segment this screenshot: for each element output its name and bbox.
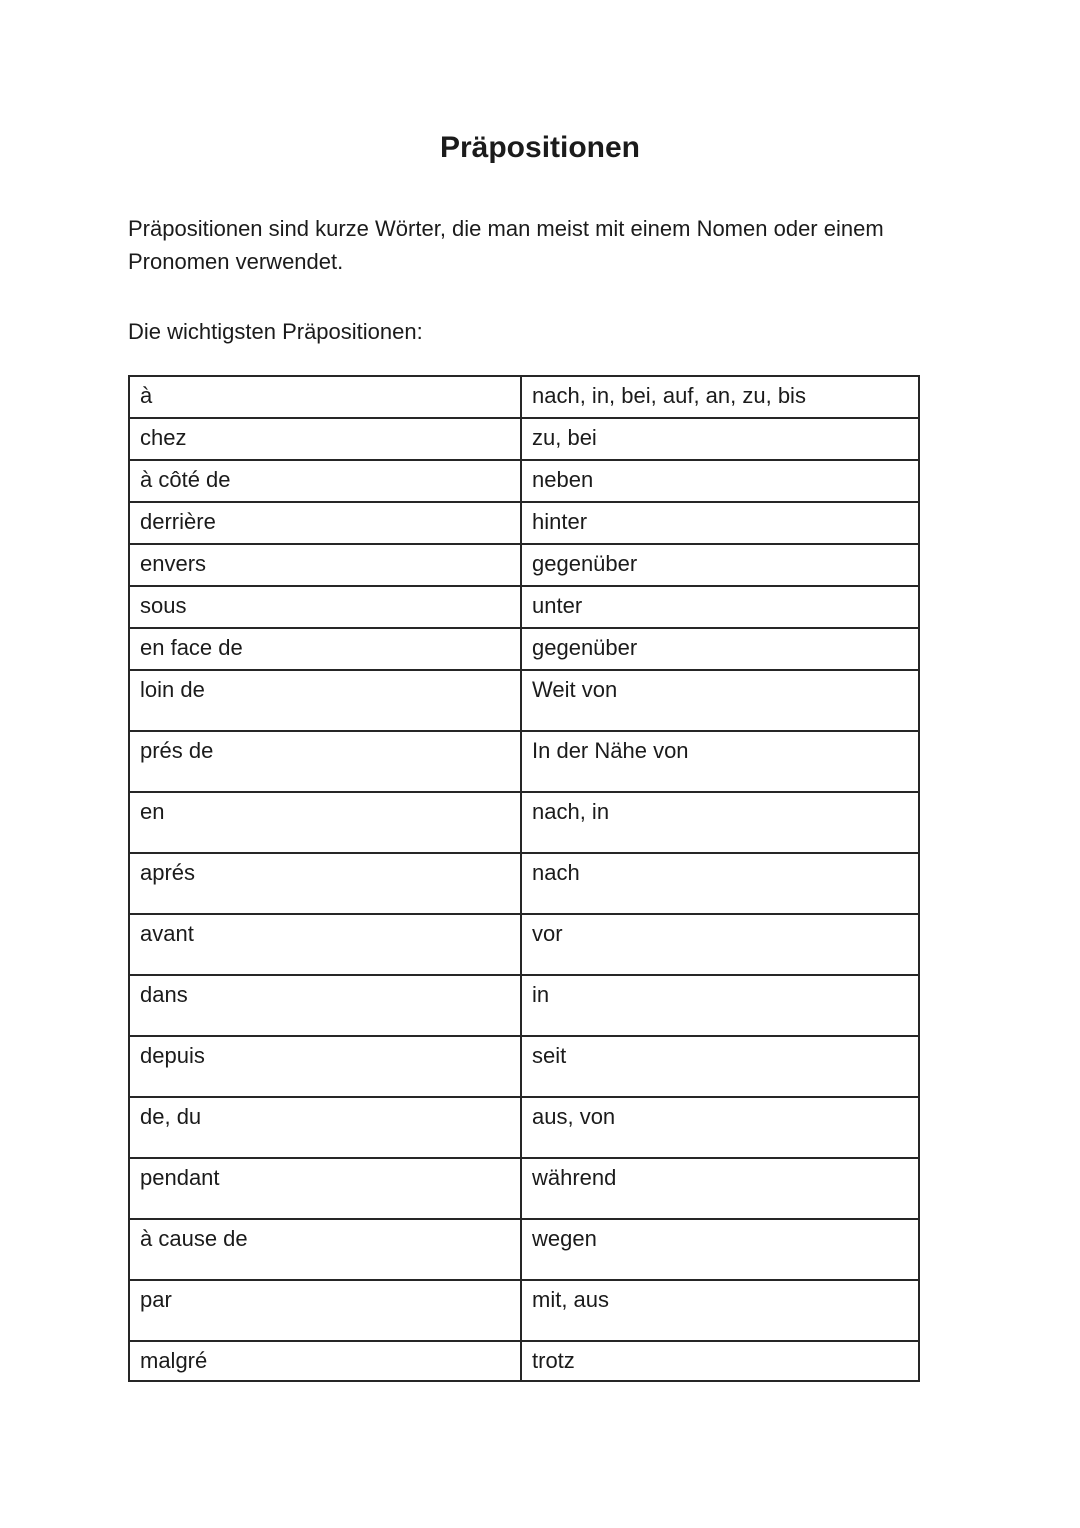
french-cell: de, du <box>129 1097 521 1158</box>
intro-paragraph: Präpositionen sind kurze Wörter, die man meist mit einem Nomen oder einem Pronomen verwendet. <box>128 216 884 274</box>
german-cell: nach, in <box>521 792 919 853</box>
page-title: Präpositionen <box>439 131 641 164</box>
table-row <box>129 792 919 853</box>
french-cell: prés de <box>129 731 521 792</box>
french-cell: aprés <box>129 853 521 914</box>
french-cell: avant <box>129 914 521 975</box>
german-cell: aus, von <box>521 1097 919 1158</box>
german-cell: hinter <box>521 502 919 544</box>
table-row <box>129 1341 919 1381</box>
french-cell: depuis <box>129 1036 521 1097</box>
french-cell: en <box>129 792 521 853</box>
german-cell: vor <box>521 914 919 975</box>
table-row <box>129 376 919 418</box>
table-row <box>129 670 919 731</box>
table-row <box>129 731 919 792</box>
table-row <box>129 975 919 1036</box>
german-cell: neben <box>521 460 919 502</box>
prepositions-table-body <box>129 376 919 1381</box>
table-row <box>129 853 919 914</box>
german-cell: mit, aus <box>521 1280 919 1341</box>
table-row <box>129 544 919 586</box>
german-cell: seit <box>521 1036 919 1097</box>
german-cell: zu, bei <box>521 418 919 460</box>
table-row <box>129 586 919 628</box>
german-cell: In der Nähe von <box>521 731 919 792</box>
subheading: Die wichtigsten Präpositionen: <box>128 319 423 344</box>
prepositions-table <box>128 375 920 1382</box>
german-cell: gegenüber <box>521 628 919 670</box>
french-cell: par <box>129 1280 521 1341</box>
french-cell: chez <box>129 418 521 460</box>
french-cell: loin de <box>129 670 521 731</box>
german-cell: wegen <box>521 1219 919 1280</box>
table-row <box>129 914 919 975</box>
french-cell: sous <box>129 586 521 628</box>
french-cell: pendant <box>129 1158 521 1219</box>
german-cell: gegenüber <box>521 544 919 586</box>
table-row <box>129 502 919 544</box>
french-cell: malgré <box>129 1341 521 1381</box>
german-cell: während <box>521 1158 919 1219</box>
table-row <box>129 1036 919 1097</box>
german-cell: in <box>521 975 919 1036</box>
table-row <box>129 460 919 502</box>
french-cell: en face de <box>129 628 521 670</box>
german-cell: trotz <box>521 1341 919 1381</box>
german-cell: Weit von <box>521 670 919 731</box>
french-cell: envers <box>129 544 521 586</box>
french-cell: à cause de <box>129 1219 521 1280</box>
french-cell: derrière <box>129 502 521 544</box>
table-row <box>129 1280 919 1341</box>
table-row <box>129 418 919 460</box>
german-cell: nach <box>521 853 919 914</box>
table-row <box>129 1158 919 1219</box>
table-row <box>129 1219 919 1280</box>
table-row <box>129 628 919 670</box>
french-cell: dans <box>129 975 521 1036</box>
french-cell: à <box>129 376 521 418</box>
german-cell: nach, in, bei, auf, an, zu, bis <box>521 376 919 418</box>
german-cell: unter <box>521 586 919 628</box>
french-cell: à côté de <box>129 460 521 502</box>
table-row <box>129 1097 919 1158</box>
